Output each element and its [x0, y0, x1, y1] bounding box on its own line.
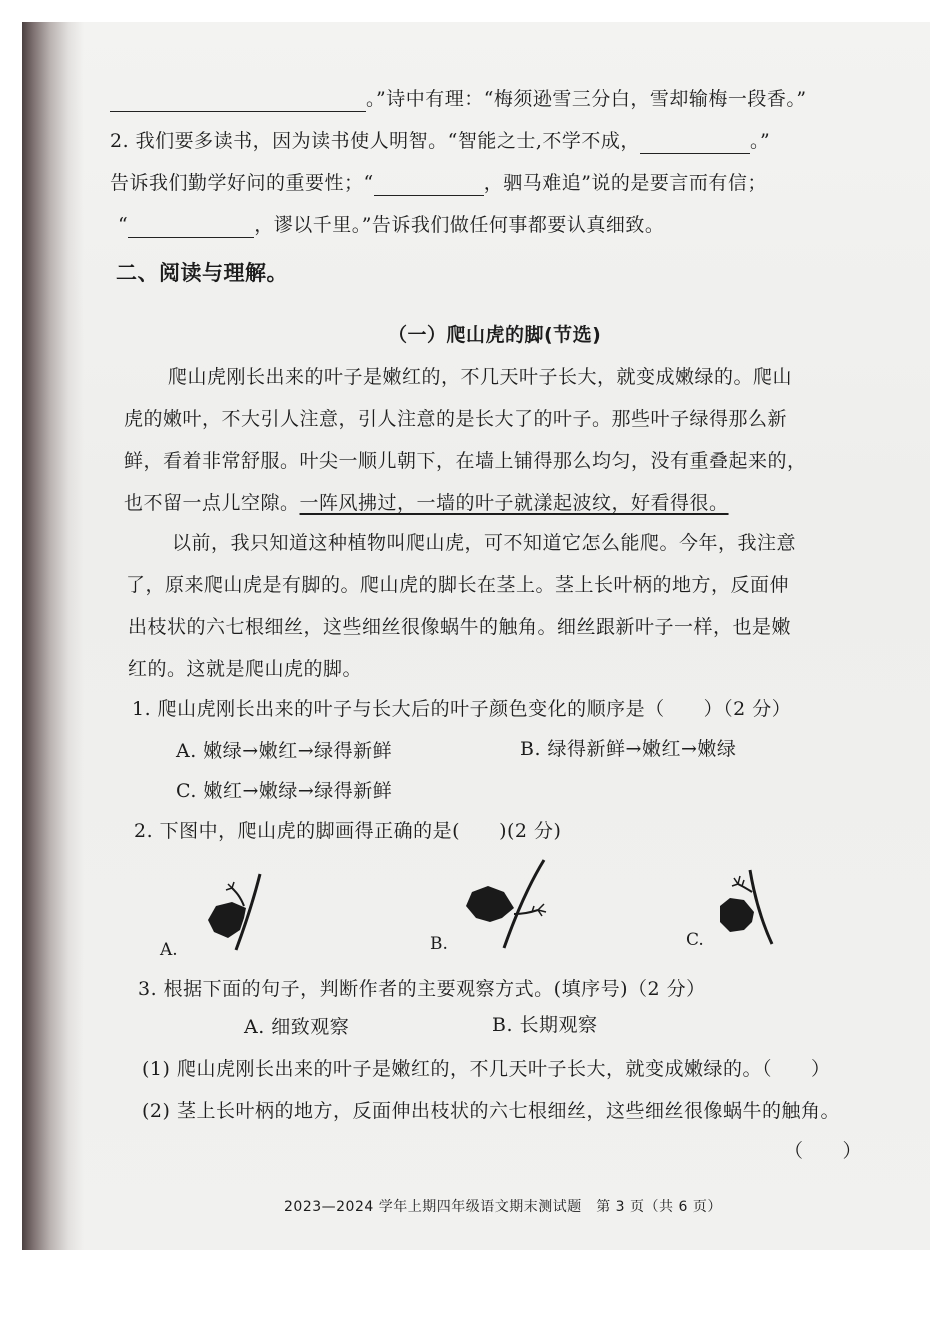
passage-line: 了，原来爬山虎是有脚的。爬山虎的脚长在茎上。茎上长叶柄的地方，反面伸: [126, 574, 790, 596]
answer-blank[interactable]: [128, 219, 254, 238]
fill-line-4: [118, 212, 664, 238]
passage-line-plain: 也不留一点儿空隙。: [124, 492, 300, 514]
page-footer: 2023—2024 学年上期四年级语文期末测试题 第 3 页（共 6 页）: [284, 1199, 722, 1215]
underlined-sentence: 一阵风拂过，一墙的叶子就漾起波纹，好看得很。: [299, 492, 729, 514]
section-title: 二、阅读与理解。: [116, 261, 288, 285]
passage-line: [124, 490, 729, 516]
figure-b-vine-icon: [462, 856, 558, 956]
passage-title: （一）爬山虎的脚(节选): [388, 324, 602, 346]
fill-line-1: [110, 86, 807, 112]
exam-page: [22, 22, 930, 1250]
question-1-stem: 1. 爬山虎刚长出来的叶子与长大后的叶子颜色变化的顺序是（ ）（2 分）: [132, 698, 792, 720]
binding-shadow: [22, 22, 84, 1250]
question-3-stem: 3. 根据下面的句子，判断作者的主要观察方式。(填序号)（2 分）: [138, 978, 706, 1000]
fill-line-2-text-a: 2. 我们要多读书，因为读书使人明智。“智能之士,不学不成，: [110, 130, 640, 152]
figure-b-label: B.: [430, 934, 448, 954]
figure-c-vine-icon: [712, 866, 782, 948]
fill-line-3-text-a: 告诉我们勤学好问的重要性；“: [110, 172, 374, 194]
question-1-option-a: A. 嫩绿→嫩红→绿得新鲜: [176, 740, 393, 762]
fill-line-2-text-b: 。”: [749, 130, 771, 152]
question-3-answer-paren[interactable]: （ ）: [784, 1140, 863, 1162]
answer-blank[interactable]: [640, 135, 750, 154]
fill-line-1-text: 。”诗中有理：“梅须逊雪三分白，雪却输梅一段香。”: [366, 88, 807, 110]
question-1-option-c: C. 嫩红→嫩绿→绿得新鲜: [176, 780, 393, 802]
question-3-sentence-1: (1) 爬山虎刚长出来的叶子是嫩红的，不几天叶子长大，就变成嫩绿的。（ ）: [142, 1058, 831, 1080]
fill-line-2: [110, 128, 770, 154]
figure-c-label: C.: [686, 930, 704, 950]
passage-line: 红的。这就是爬山虎的脚。: [128, 658, 363, 680]
question-1-option-b: B. 绿得新鲜→嫩红→嫩绿: [520, 738, 737, 760]
fill-line-3: [110, 170, 767, 196]
fill-line-4-quote: “: [118, 214, 129, 236]
answer-blank[interactable]: [110, 93, 366, 112]
passage-line: 出枝状的六七根细丝，这些细丝很像蜗牛的触角。细丝跟新叶子一样，也是嫩: [128, 616, 792, 638]
fill-line-4-text: ，谬以千里。”告诉我们做任何事都要认真细致。: [254, 214, 665, 236]
question-2-stem: 2. 下图中，爬山虎的脚画得正确的是( )(2 分): [134, 820, 562, 842]
question-3-option-a: A. 细致观察: [244, 1016, 350, 1038]
fill-line-3-text-b: ，驷马难追”说的是要言而有信；: [483, 172, 767, 194]
answer-blank[interactable]: [374, 177, 484, 196]
passage-line: 以前，我只知道这种植物叫爬山虎，可不知道它怎么能爬。今年，我注意: [172, 532, 797, 554]
passage-line: 爬山虎刚长出来的叶子是嫩红的，不几天叶子长大，就变成嫩绿的。爬山: [168, 366, 793, 388]
figure-a-label: A.: [160, 940, 178, 960]
question-3-option-b: B. 长期观察: [492, 1014, 598, 1036]
passage-line: 鲜，看着非常舒服。叶尖一顺儿朝下，在墙上铺得那么均匀，没有重叠起来的，: [124, 450, 807, 472]
passage-line: 虎的嫩叶，不大引人注意，引人注意的是长大了的叶子。那些叶子绿得那么新: [124, 408, 788, 430]
question-3-sentence-2: (2) 茎上长叶柄的地方，反面伸出枝状的六七根细丝，这些细丝很像蜗牛的触角。: [142, 1100, 840, 1122]
figure-a-vine-icon: [202, 868, 272, 958]
